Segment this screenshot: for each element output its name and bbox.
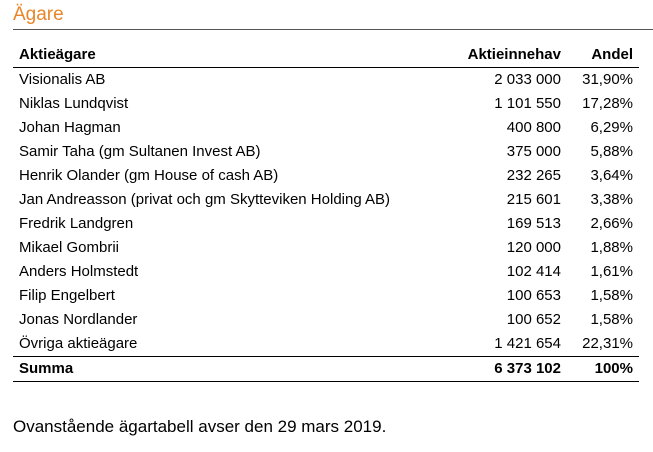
table-body [13, 68, 639, 357]
table-row [13, 308, 639, 332]
table-row [13, 212, 639, 236]
holding-cell: 169 513 [506, 215, 561, 232]
table-row [13, 236, 639, 260]
owner-cell: Jonas Nordlander [19, 311, 138, 328]
header-share: Andel [561, 43, 639, 68]
share-cell: 1,58% [590, 311, 633, 328]
table-row [13, 260, 639, 284]
share-cell: 6,29% [590, 119, 633, 136]
holding-cell: 102 414 [506, 263, 561, 280]
table-row [13, 92, 639, 116]
holding-cell: 1 421 654 [494, 335, 561, 352]
title-divider [13, 29, 653, 30]
owner-cell: Visionalis AB [19, 71, 106, 88]
share-cell: 17,28% [582, 95, 633, 112]
total-holding: 6 373 102 [401, 357, 561, 382]
owner-cell: Johan Hagman [19, 119, 121, 136]
share-cell: 31,90% [582, 71, 633, 88]
owner-cell: Anders Holmstedt [19, 263, 139, 280]
table-row [13, 284, 639, 308]
share-cell: 5,88% [590, 143, 633, 160]
owner-cell: Filip Engelbert [19, 287, 115, 304]
total-label: Summa [13, 357, 401, 382]
table-footnote: Ovanstående ägartabell avser den 29 mars 2019. [13, 417, 387, 436]
owner-cell: Samir Taha (gm Sultanen Invest AB) [19, 143, 261, 160]
owner-cell: Jan Andreasson (privat och gm Skytteviken Holding AB) [19, 191, 391, 208]
share-cell: 1,88% [590, 239, 633, 256]
total-row [13, 357, 639, 382]
ownership-table [13, 43, 639, 382]
share-cell: 1,58% [590, 287, 633, 304]
share-cell: 1,61% [590, 263, 633, 280]
holding-cell: 1 101 550 [494, 95, 561, 112]
holding-cell: 375 000 [506, 143, 561, 160]
table-row [13, 68, 639, 93]
owner-cell: Övriga aktieägare [19, 335, 138, 352]
holding-cell: 120 000 [506, 239, 561, 256]
table-header-row [13, 43, 639, 68]
table-row [13, 140, 639, 164]
holding-cell: 400 800 [506, 119, 561, 136]
holding-cell: 215 601 [506, 191, 561, 208]
table-row [13, 332, 639, 357]
share-cell: 22,31% [582, 335, 633, 352]
owner-cell: Mikael Gombrii [19, 239, 120, 256]
total-share: 100% [561, 357, 639, 382]
share-cell: 3,64% [590, 167, 633, 184]
share-cell: 2,66% [590, 215, 633, 232]
owner-cell: Henrik Olander (gm House of cash AB) [19, 167, 279, 184]
holding-cell: 232 265 [506, 167, 561, 184]
holding-cell: 100 652 [506, 311, 561, 328]
table-row [13, 188, 639, 212]
section-title: Ägare [13, 4, 64, 25]
holding-cell: 2 033 000 [494, 71, 561, 88]
holding-cell: 100 653 [506, 287, 561, 304]
table-row [13, 116, 639, 140]
share-cell: 3,38% [590, 191, 633, 208]
table-row [13, 164, 639, 188]
header-owner: Aktieägare [13, 43, 401, 68]
owner-cell: Niklas Lundqvist [19, 95, 129, 112]
owner-cell: Fredrik Landgren [19, 215, 134, 232]
header-holding: Aktieinnehav [401, 43, 561, 68]
